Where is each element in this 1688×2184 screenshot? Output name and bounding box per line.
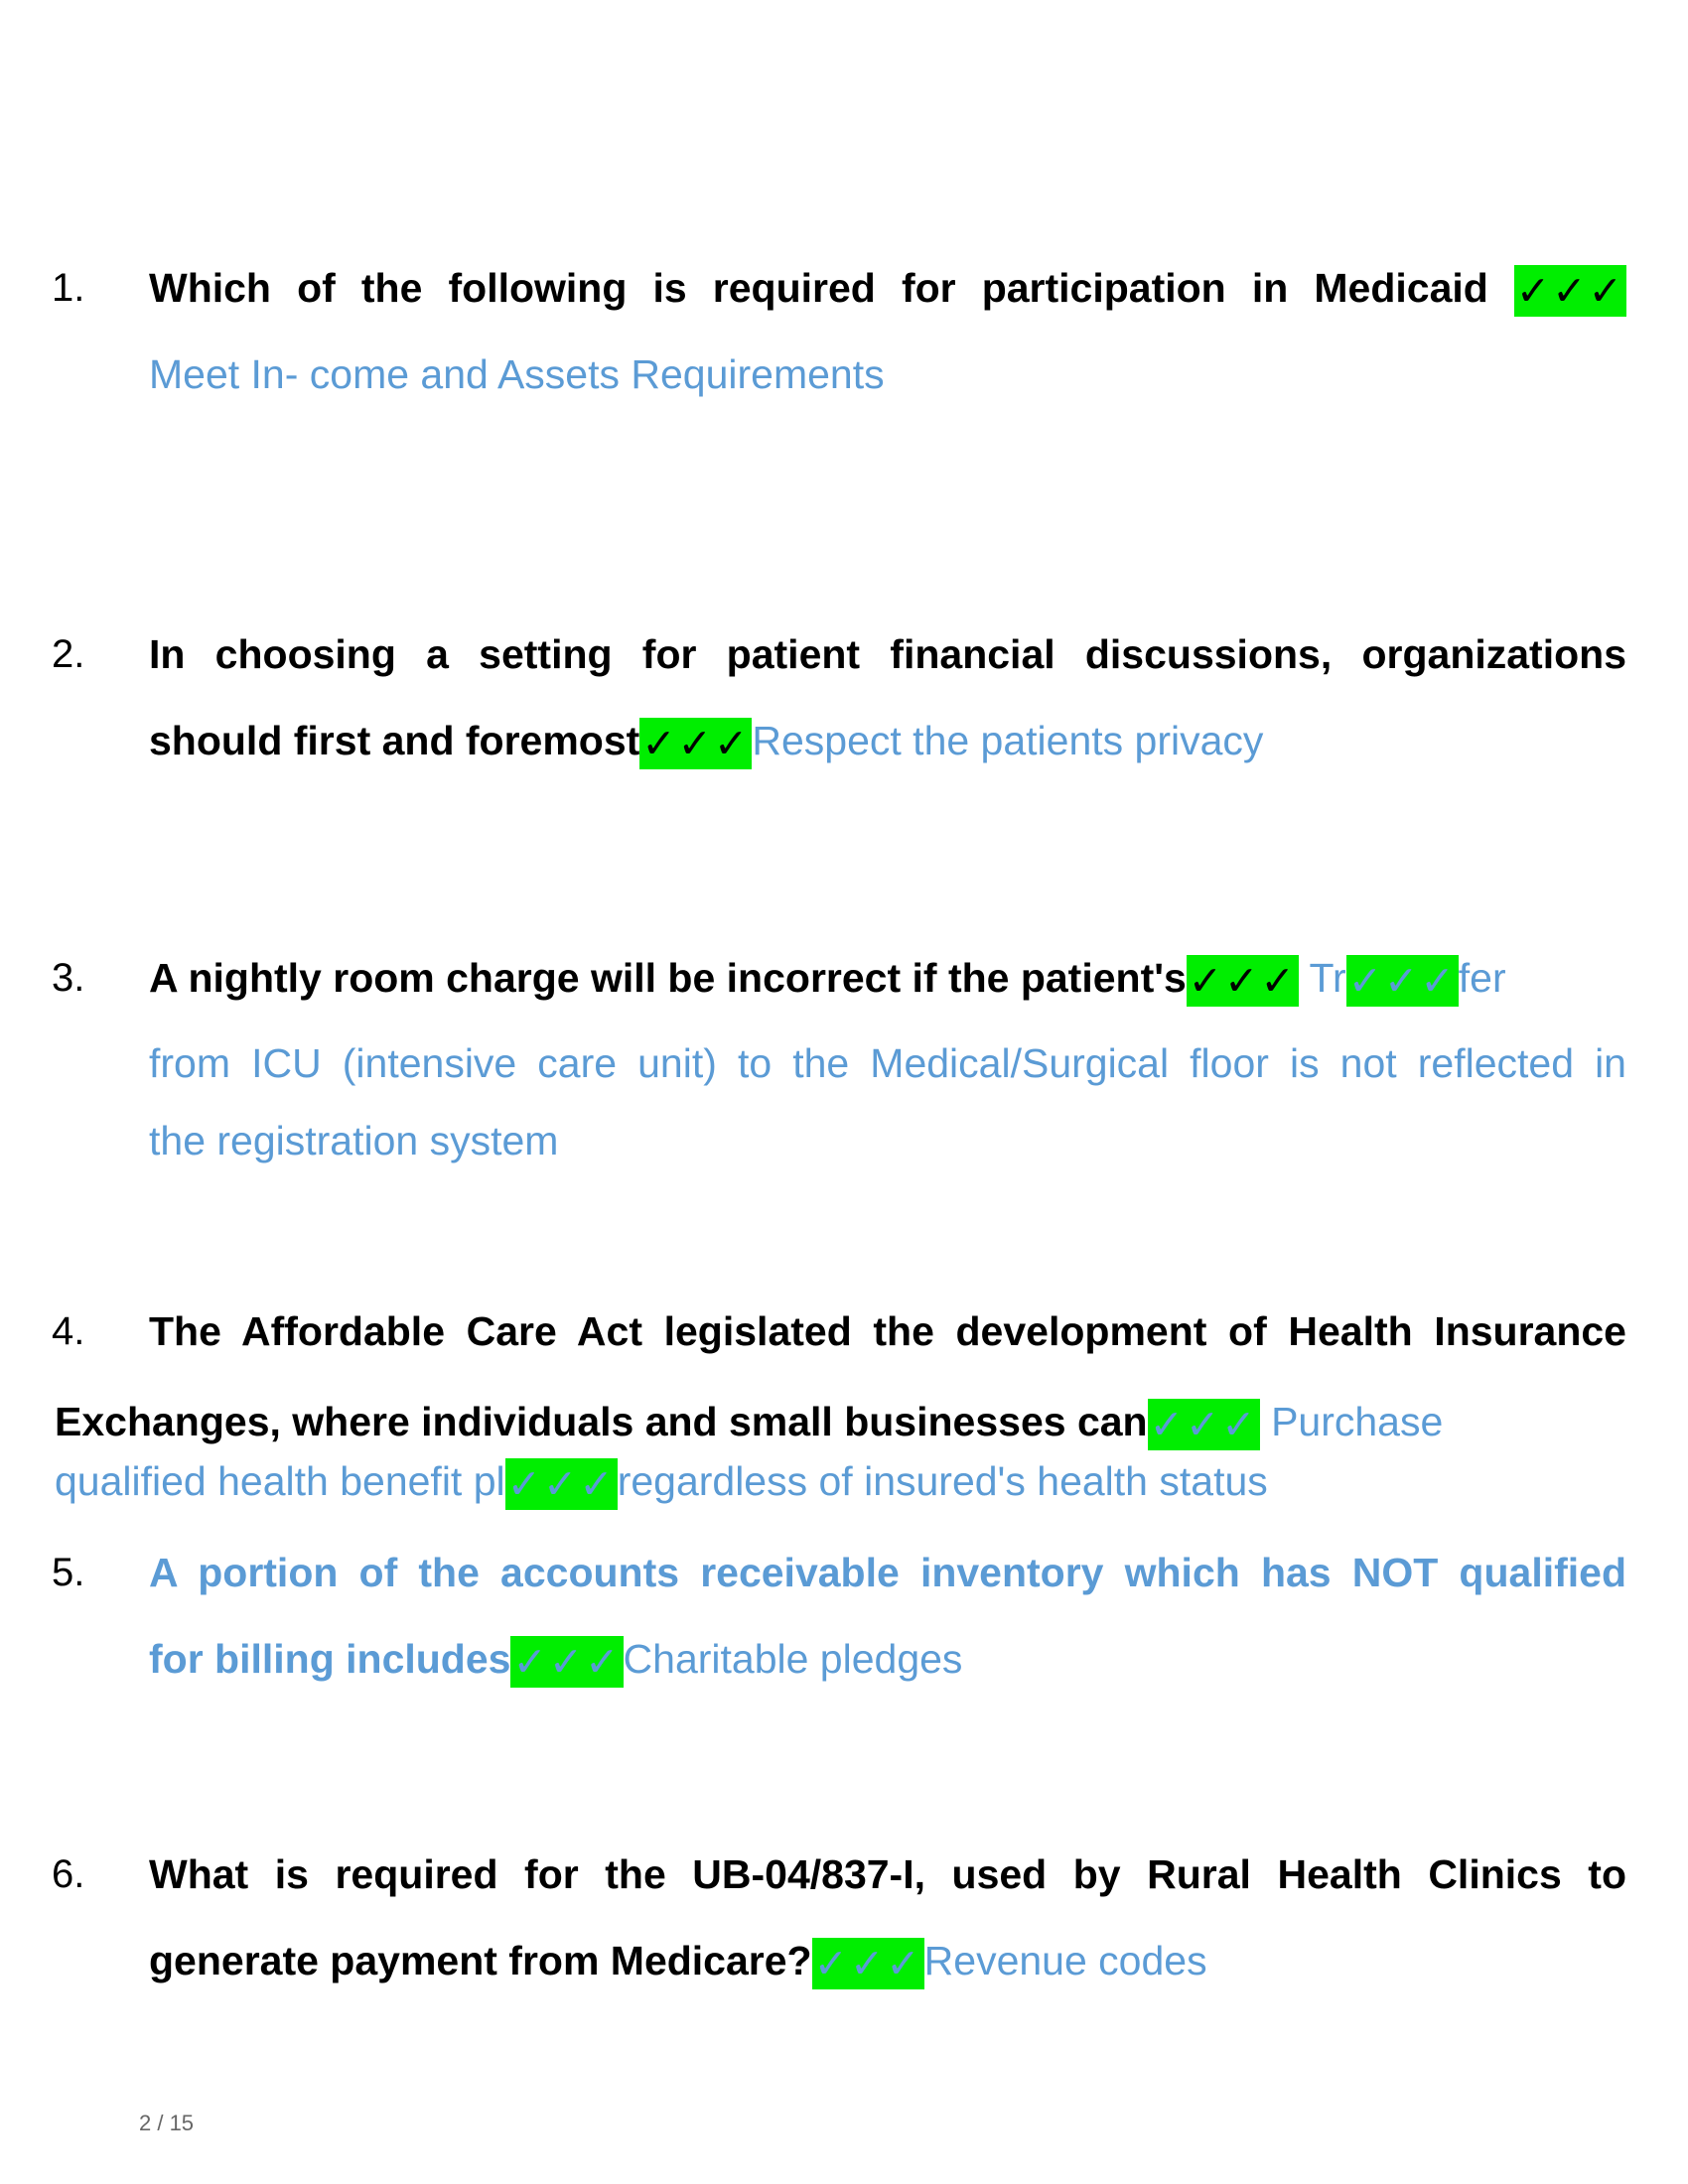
check-mark-icon: ✓✓✓: [505, 1458, 618, 1510]
answer-line: [55, 1457, 1643, 1510]
question-text-line: A portion of the accounts receivable inventory which has NOT qualified: [149, 1550, 1626, 1595]
answer-text: Revenue codes: [923, 1938, 1207, 1983]
question-number: 5.: [52, 1551, 85, 1594]
check-mark-icon: ✓✓✓: [510, 1636, 623, 1688]
question-number: 4.: [52, 1309, 85, 1353]
question-number: 2.: [52, 632, 85, 676]
question-text-line: A nightly room charge will be incorrect if the patient's: [149, 955, 1187, 1001]
check-mark-icon: ✓✓✓: [639, 718, 752, 769]
check-mark-icon: ✓✓✓: [1148, 1399, 1260, 1450]
question-number: 1.: [52, 266, 85, 310]
question-text-line: generate payment from Medicare?: [149, 1938, 812, 1983]
answer-text: Meet In- come and Assets Requirements: [149, 351, 885, 397]
question-text-line: Which of the following is required for participation in Medicaid: [149, 265, 1488, 311]
check-mark-icon: ✓✓✓: [1346, 955, 1459, 1007]
question-text-line: for billing includes: [149, 1636, 511, 1682]
question-answer-line: [55, 1398, 1643, 1450]
question-text-line: should first and foremost: [149, 718, 640, 763]
answer-text: Charitable pledges: [623, 1636, 963, 1682]
answer-text: fer: [1458, 955, 1506, 1001]
answer-text: Respect the patients privacy: [752, 718, 1264, 763]
answer-text: Purchase: [1271, 1399, 1444, 1444]
question-text-line: What is required for the UB-04/837-I, used by Rural Health Clinics to: [149, 1851, 1626, 1897]
question-answer-line: [149, 717, 1626, 769]
question-text-line: Exchanges, where individuals and small businesses can: [55, 1399, 1148, 1444]
check-mark-icon: ✓✓✓: [1514, 265, 1626, 317]
question-text-line: In choosing a setting for patient financial discussions, organizations: [149, 631, 1626, 677]
question-answer-line: [149, 1937, 1626, 1989]
question-number: 3.: [52, 956, 85, 1000]
page-indicator: 2 / 15: [139, 2111, 195, 2135]
question-text-line: The Affordable Care Act legislated the development of Health Insurance: [149, 1308, 1626, 1354]
answer-text: Tr: [1309, 955, 1346, 1001]
question-answer-line: [149, 954, 1626, 1007]
check-mark-icon: ✓✓✓: [812, 1938, 924, 1989]
question-number: 6.: [52, 1852, 85, 1896]
answer-text: from ICU (intensive care unit) to the Medical/Surgical floor is not reflected in: [149, 1040, 1626, 1086]
answer-text: the registration system: [149, 1118, 559, 1163]
question-text: [149, 264, 1626, 317]
question-answer-line: [149, 1635, 1626, 1688]
answer-text: qualified health benefit pl: [55, 1458, 505, 1504]
check-mark-icon: ✓✓✓: [1187, 955, 1299, 1007]
answer-text: regardless of insured's health status: [617, 1458, 1268, 1504]
